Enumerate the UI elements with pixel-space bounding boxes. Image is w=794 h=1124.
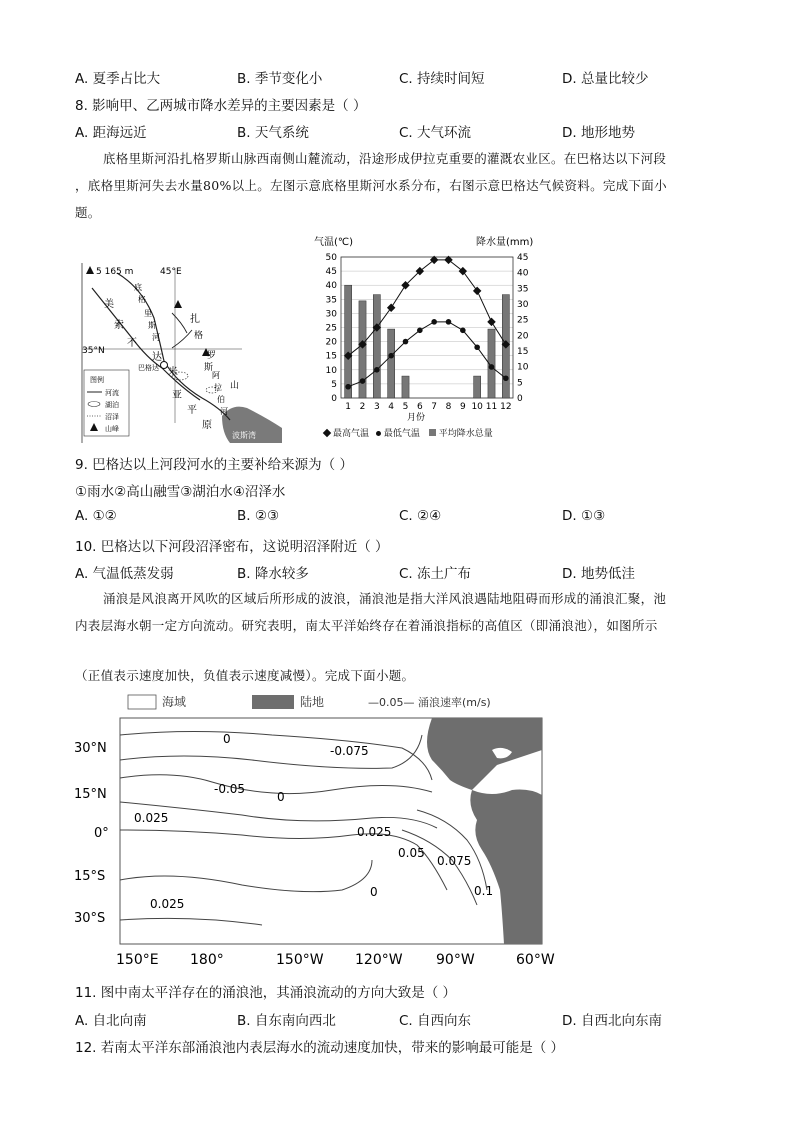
gulf-label: 波斯湾 <box>232 431 256 440</box>
passage-swell-line-3-wrap <box>75 662 720 689</box>
region-char: 原 <box>202 420 212 431</box>
chart-left-tick-label: 40 <box>325 281 337 292</box>
chart-x-axis-label: 月份 <box>407 413 426 423</box>
chart-bar-precip <box>345 285 352 398</box>
q7-option-a: A. 夏季占比大 <box>75 71 161 87</box>
q10-option-c: C. 冻土广布 <box>399 566 472 582</box>
river-char: 斯 <box>148 321 156 330</box>
legend-item: 河流 <box>105 389 119 397</box>
chart-right-tick-label: 40 <box>517 268 529 279</box>
region-char: 达 <box>152 352 162 363</box>
chart-left-tick-label: 20 <box>325 337 337 348</box>
q11-option-d: D. 自西北向东南 <box>562 1013 662 1029</box>
river-char: 拉 <box>214 383 222 392</box>
legend-min-temp-icon <box>376 431 381 436</box>
contour-label: 0 <box>277 790 285 804</box>
chart-point-max-temp <box>473 287 481 295</box>
q9-choices: ①雨水②高山融雪③湖泊水④沼泽水 <box>75 484 286 500</box>
q7-option-d: D. 总量比较少 <box>562 71 649 87</box>
contour-label: 0.1 <box>474 884 494 898</box>
mountain-char: 山 <box>230 381 240 391</box>
chart-left-tick-label: 30 <box>325 309 337 320</box>
chart-left-tick-label: 35 <box>325 295 337 306</box>
chart-right-tick-label: 15 <box>517 347 529 357</box>
lon-label: 180° <box>190 952 224 968</box>
chart-left-tick-label: 10 <box>325 365 337 376</box>
legend-title: 图例 <box>90 376 104 384</box>
q11-options <box>75 1009 715 1029</box>
q8-option-c: C. 大气环流 <box>399 125 472 141</box>
contour-label: 0 <box>370 885 378 899</box>
legend-land-label: 陆地 <box>300 695 325 709</box>
chart-bar-precip <box>402 376 409 398</box>
peak-icon <box>86 266 94 274</box>
q8-option-b: B. 天气系统 <box>237 125 309 141</box>
lat-label: 30°S <box>74 911 106 926</box>
chart-right-tick-label: 5 <box>517 378 523 389</box>
chart-bar-precip <box>474 376 481 398</box>
chart-right-tick-label: 30 <box>517 300 529 310</box>
chart-x-tick-label: 4 <box>388 402 395 412</box>
q11-option-b: B. 自东南向西北 <box>237 1013 336 1029</box>
chart-point-min-temp <box>460 328 466 334</box>
lon-label: 90°W <box>436 952 475 968</box>
river-char: 阿 <box>212 371 220 380</box>
q8-options <box>75 121 715 141</box>
region-char: 美 <box>104 299 114 310</box>
chart-right-tick-label: 35 <box>517 284 529 295</box>
chart-point-min-temp <box>489 364 495 370</box>
chart-x-tick-label: 1 <box>345 402 352 412</box>
pacific-swell-map <box>72 690 582 970</box>
legend-item: 沼泽 <box>105 413 119 421</box>
passage-tigris-line-1: 底格里斯河沿扎格罗斯山脉西南侧山麓流动，沿途形成伊拉克重要的灌溉农业区。在巴格达以下河段 <box>103 151 667 166</box>
chart-legend <box>310 426 535 440</box>
chart-left-tick-label: 45 <box>325 267 337 278</box>
chart-right-tick-label: 10 <box>517 362 529 373</box>
q7-option-b: B. 季节变化小 <box>237 71 323 87</box>
q7-options <box>75 67 715 87</box>
river-char: 里 <box>144 309 152 318</box>
passage-tigris <box>75 145 720 226</box>
legend-contour-label: —0.05— 涌浪速率(m/s) <box>368 696 491 709</box>
chart-point-min-temp <box>503 375 509 381</box>
q10-option-d: D. 地势低洼 <box>562 566 635 582</box>
chart-line-max-temp <box>348 260 506 356</box>
q8-option-d: D. 地形地势 <box>562 125 635 141</box>
chart-x-tick-label: 7 <box>431 402 438 412</box>
region-char: 不 <box>127 338 137 349</box>
contour-label: 0.025 <box>150 897 185 911</box>
tigris-map <box>72 258 300 448</box>
legend-sea-symbol <box>128 695 156 709</box>
legend-sea-label: 海域 <box>162 695 187 709</box>
legend-min-temp: 最低气温 <box>383 429 420 439</box>
chart-point-min-temp <box>474 344 480 350</box>
chart-line-min-temp <box>348 322 506 387</box>
chart-point-min-temp <box>417 328 423 334</box>
mountain-char: 罗 <box>207 351 217 361</box>
legend-item: 湖泊 <box>105 401 119 409</box>
contour-label: 0.075 <box>437 854 472 868</box>
mountain-char: 斯 <box>204 363 214 373</box>
chart-x-tick-label: 9 <box>459 402 466 412</box>
lon-label: 150°E <box>116 952 159 968</box>
chart-point-max-temp <box>387 304 395 312</box>
chart-left-tick-label: 5 <box>331 379 337 390</box>
contour-label: -0.075 <box>330 744 369 758</box>
passage-tigris-line-2: ，底格里斯河失去水量80%以上。左图示意底格里斯河水系分布，右图示意巴格达气候资料。完成下面小 <box>75 178 667 193</box>
river-char: 格 <box>138 295 146 304</box>
contour-label: 0 <box>223 732 231 746</box>
q9-stem: 9. 巴格达以上河段河水的主要补给来源为（ ） <box>75 457 353 473</box>
lat-label: 15°S <box>74 869 106 884</box>
q8-option-a: A. 距海远近 <box>75 125 147 141</box>
lon-label: 120°W <box>355 952 403 968</box>
region-char: 索 <box>114 320 124 331</box>
q11-stem: 11. 图中南太平洋存在的涌浪池，其涌浪流动的方向大致是（ ） <box>75 985 457 1001</box>
q10-option-b: B. 降水较多 <box>237 566 309 582</box>
passage-swell-line-3: （正值表示速度加快，负值表示速度减慢）。完成下面小题。 <box>75 668 415 683</box>
chart-point-min-temp <box>374 367 380 373</box>
legend-precip-icon <box>429 429 436 436</box>
chart-right-tick-label: 20 <box>517 331 529 342</box>
chart-right-tick-label: 25 <box>517 315 529 326</box>
chart-bar-precip <box>388 329 395 398</box>
q8-stem: 8. 影响甲、乙两城市降水差异的主要因素是（ ） <box>75 98 367 114</box>
passage-tigris-line-3: 题。 <box>75 205 101 220</box>
lon-label: 60°W <box>516 952 555 968</box>
river-char: 底 <box>134 283 142 292</box>
chart-left-axis-label: 气温(℃) <box>314 237 354 248</box>
chart-left-tick-label: 50 <box>325 253 337 263</box>
mountain-char: 扎 <box>190 314 200 325</box>
q10-options <box>75 562 715 582</box>
chart-left-tick-label: 15 <box>325 351 337 362</box>
chart-right-axis-label: 降水量(mm) <box>476 237 533 248</box>
river-char: 河 <box>220 407 228 416</box>
lat-label: 0° <box>94 826 109 841</box>
region-char: 亚 <box>172 390 182 401</box>
passage-swell-line-2: 内表层海水朝一定方向流动。研究表明，南太平洋始终存在着涌浪指标的高值区（即涌浪池），如图所示 <box>75 618 658 633</box>
legend-item: 山峰 <box>105 425 119 433</box>
passage-swell-line-1: 涌浪是风浪离开风吹的区域后所形成的波浪，涌浪池是指大洋风浪遇陆地阻碍而形成的涌浪汇聚，池 <box>103 591 667 606</box>
river-char: 河 <box>152 333 160 342</box>
latitude-label: 35°N <box>82 346 105 356</box>
chart-left-tick-label: 25 <box>325 323 337 334</box>
chart-point-min-temp <box>360 378 366 384</box>
q12-stem: 12. 若南太平洋东部涌浪池内表层海水的流动速度加快，带来的影响最可能是（ ） <box>75 1040 565 1056</box>
q11-option-a: A. 自北向南 <box>75 1013 147 1029</box>
legend-precip: 平均降水总量 <box>438 429 493 439</box>
passage-swell <box>75 585 720 639</box>
q9-option-d: D. ①③ <box>562 508 606 524</box>
river-char: 伯 <box>217 395 225 404</box>
region-char: 米 <box>168 367 178 378</box>
peak-elevation-label: 5 165 m <box>96 267 134 277</box>
legend-land-symbol <box>252 695 294 709</box>
legend-max-temp: 最高气温 <box>333 429 370 439</box>
contour-label: 0.05 <box>398 846 425 860</box>
q9-option-c: C. ②④ <box>399 508 442 524</box>
chart-x-tick-label: 2 <box>359 402 366 412</box>
chart-x-tick-label: 11 <box>485 402 498 412</box>
q7-option-c: C. 持续时间短 <box>399 71 485 87</box>
mountain-char: 格 <box>194 331 204 341</box>
q11-option-c: C. 自西向东 <box>399 1013 472 1029</box>
longitude-label: 45°E <box>160 267 182 277</box>
lat-label: 15°N <box>74 787 107 802</box>
chart-x-tick-label: 8 <box>445 402 452 412</box>
q10-stem: 10. 巴格达以下河段沼泽密布，这说明沼泽附近（ ） <box>75 539 389 555</box>
lon-label: 150°W <box>276 952 324 968</box>
chart-point-min-temp <box>446 319 452 325</box>
chart-x-tick-label: 12 <box>500 402 512 412</box>
chart-x-tick-label: 10 <box>471 402 483 412</box>
chart-point-min-temp <box>388 353 394 359</box>
legend-max-temp-icon <box>323 429 331 437</box>
region-char: 平 <box>187 405 197 416</box>
chart-x-tick-label: 3 <box>373 402 380 412</box>
chart-point-min-temp <box>403 339 409 345</box>
contour-label: -0.05 <box>214 782 246 796</box>
chart-right-tick-label: 0 <box>517 394 523 404</box>
q10-option-a: A. 气温低蒸发弱 <box>75 566 174 582</box>
chart-x-tick-label: 6 <box>416 402 423 412</box>
contour-label: 0.025 <box>357 825 392 839</box>
chart-point-max-temp <box>487 318 495 326</box>
city-label: 巴格达 <box>138 364 159 372</box>
chart-point-min-temp <box>431 319 437 325</box>
chart-point-min-temp <box>345 384 351 390</box>
q9-options <box>75 508 715 528</box>
q9-option-a: A. ①② <box>75 508 117 524</box>
chart-left-tick-label: 0 <box>331 394 337 404</box>
q9-option-b: B. ②③ <box>237 508 280 524</box>
contour-label: 0.025 <box>134 811 169 825</box>
chart-bar-precip <box>373 295 380 398</box>
chart-right-tick-label: 45 <box>517 253 529 263</box>
lat-label: 30°N <box>74 741 107 756</box>
chart-x-tick-label: 5 <box>402 402 409 412</box>
baghdad-climate-chart <box>308 232 533 442</box>
